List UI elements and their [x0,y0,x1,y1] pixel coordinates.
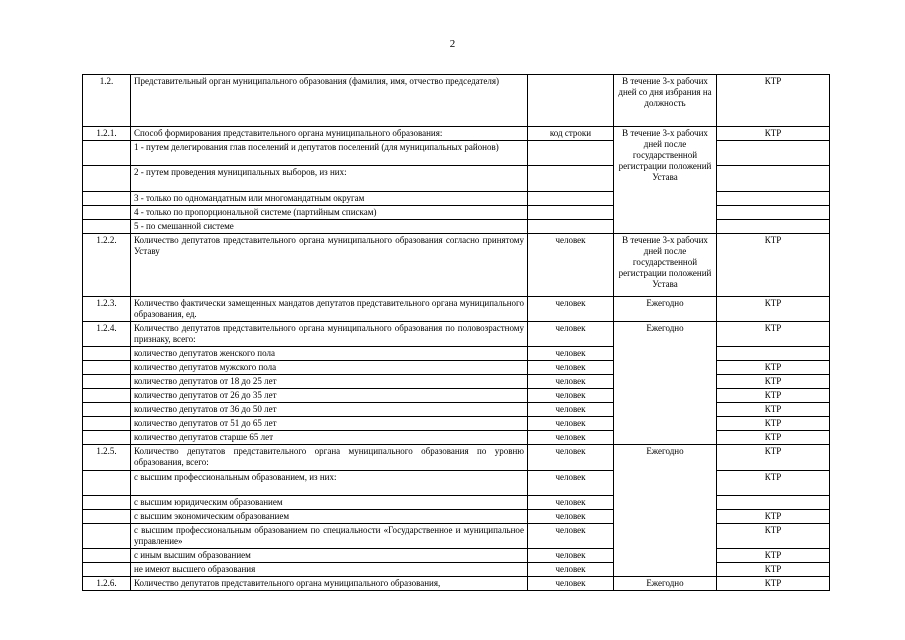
row-source: КТР [717,445,830,471]
table-row [83,431,830,445]
row-number [83,471,131,496]
row-unit: человек [528,563,614,577]
row-source: КТР [717,549,830,563]
row-unit: человек [528,234,614,297]
row-unit [528,166,614,192]
table-row [83,563,830,577]
row-name: количество депутатов от 26 до 35 лет [131,389,528,403]
table-row [83,220,830,234]
table-row [83,361,830,375]
row-number [83,563,131,577]
row-unit: человек [528,389,614,403]
row-source: КТР [717,431,830,445]
row-source: КТР [717,75,830,127]
row-source: КТР [717,510,830,524]
row-name: Представительный орган муниципального образования (фамилия, имя, отчество председателя) [131,75,528,127]
table-row [83,549,830,563]
row-source [717,166,830,192]
row-source: КТР [717,375,830,389]
row-number: 1.2.4. [83,322,131,347]
table-row [83,417,830,431]
page-number: 2 [449,38,456,50]
table-row [83,524,830,549]
row-source [717,206,830,220]
row-unit: человек [528,417,614,431]
row-name: с иным высшим образованием [131,549,528,563]
row-unit [528,192,614,206]
row-number [83,141,131,166]
table-row [83,445,830,471]
row-unit: человек [528,322,614,347]
row-number: 1.2.6. [83,577,131,591]
row-source [717,347,830,361]
table-row [83,577,830,591]
row-unit: человек [528,510,614,524]
row-name: количество депутатов старше 65 лет [131,431,528,445]
row-number: 1.2.5. [83,445,131,471]
row-number [83,403,131,417]
row-source: КТР [717,471,830,496]
row-source: КТР [717,127,830,141]
row-number: 1.2.3. [83,297,131,322]
row-source: КТР [717,563,830,577]
row-source: КТР [717,361,830,375]
table-row [83,192,830,206]
table-row [83,166,830,192]
row-number: 1.2.2. [83,234,131,297]
row-name: количество депутатов женского пола [131,347,528,361]
row-source: КТР [717,417,830,431]
row-unit: человек [528,496,614,510]
row-number [83,192,131,206]
row-source: КТР [717,322,830,347]
table-row [83,297,830,322]
row-source [717,192,830,206]
row-name: Количество фактически замещенных мандатов депутатов представительного органа муниципального образования, ед. [131,297,528,322]
row-number [83,496,131,510]
row-unit: человек [528,549,614,563]
row-name: не имеют высшего образования [131,563,528,577]
row-number [83,347,131,361]
row-name: с высшим профессиональным образованием, из них: [131,471,528,496]
row-unit [528,75,614,127]
row-name: Количество депутатов представительного органа муниципального образования согласно принятому Уставу [131,234,528,297]
table-row [83,141,830,166]
row-source: КТР [717,524,830,549]
row-unit: человек [528,577,614,591]
row-term: Ежегодно [614,445,717,577]
table-row [83,510,830,524]
row-term: В течение 3-х рабочих дней после государственной регистрации положений Устава [614,234,717,297]
row-number [83,220,131,234]
row-number [83,389,131,403]
row-unit [528,220,614,234]
table-row [83,75,830,127]
table-row [83,347,830,361]
row-name: 5 - по смешанной системе [131,220,528,234]
row-name: Количество депутатов представительного органа муниципального образования по половозрастному признаку, всего: [131,322,528,347]
row-source: КТР [717,234,830,297]
row-name: с высшим профессиональным образованием по специальности «Государственное и муниципальное управление» [131,524,528,549]
row-name: 2 - путем проведения муниципальных выборов, из них: [131,166,528,192]
row-number [83,166,131,192]
row-name: количество депутатов мужского пола [131,361,528,375]
row-unit: человек [528,297,614,322]
row-number [83,431,131,445]
row-term: В течение 3-х рабочих дней со дня избрания на должность [614,75,717,127]
row-number [83,206,131,220]
row-unit [528,141,614,166]
row-unit: человек [528,347,614,361]
table-row [83,389,830,403]
row-number [83,524,131,549]
row-term: Ежегодно [614,297,717,322]
row-source: КТР [717,389,830,403]
row-unit: человек [528,445,614,471]
row-term: Ежегодно [614,577,717,591]
row-name: 3 - только по одномандатным или многомандатным округам [131,192,528,206]
table-row [83,496,830,510]
row-name: 4 - только по пропорциональной системе (партийным спискам) [131,206,528,220]
row-unit: человек [528,524,614,549]
row-term: В течение 3-х рабочих дней после государственной регистрации положений Устава [614,127,717,234]
row-term: Ежегодно [614,322,717,445]
table-row [83,403,830,417]
row-unit [528,206,614,220]
row-number [83,375,131,389]
row-number: 1.2.1. [83,127,131,141]
row-source: КТР [717,577,830,591]
table-row [83,471,830,496]
row-number [83,510,131,524]
row-unit: человек [528,471,614,496]
indicators-table [82,74,830,591]
row-number [83,361,131,375]
table-row [83,234,830,297]
row-unit: человек [528,403,614,417]
row-name: количество депутатов от 51 до 65 лет [131,417,528,431]
row-name: Количество депутатов представительного органа муниципального образования, [131,577,528,591]
table-row [83,127,830,141]
row-unit: код строки [528,127,614,141]
row-source [717,496,830,510]
row-number: 1.2. [83,75,131,127]
row-name: количество депутатов от 36 до 50 лет [131,403,528,417]
row-name: Способ формирования представительного органа муниципального образования: [131,127,528,141]
row-number [83,417,131,431]
row-unit: человек [528,431,614,445]
row-number [83,549,131,563]
row-name: Количество депутатов представительного органа муниципального образования по уровню образования, всего: [131,445,528,471]
row-name: с высшим экономическим образованием [131,510,528,524]
row-name: с высшим юридическим образованием [131,496,528,510]
row-name: количество депутатов от 18 до 25 лет [131,375,528,389]
row-source [717,220,830,234]
table-row [83,322,830,347]
table-row [83,375,830,389]
row-source [717,141,830,166]
row-source: КТР [717,297,830,322]
table-row [83,206,830,220]
row-unit: человек [528,361,614,375]
row-name: 1 - путем делегирования глав поселений и депутатов поселений (для муниципальных районов) [131,141,528,166]
row-source: КТР [717,403,830,417]
row-unit: человек [528,375,614,389]
